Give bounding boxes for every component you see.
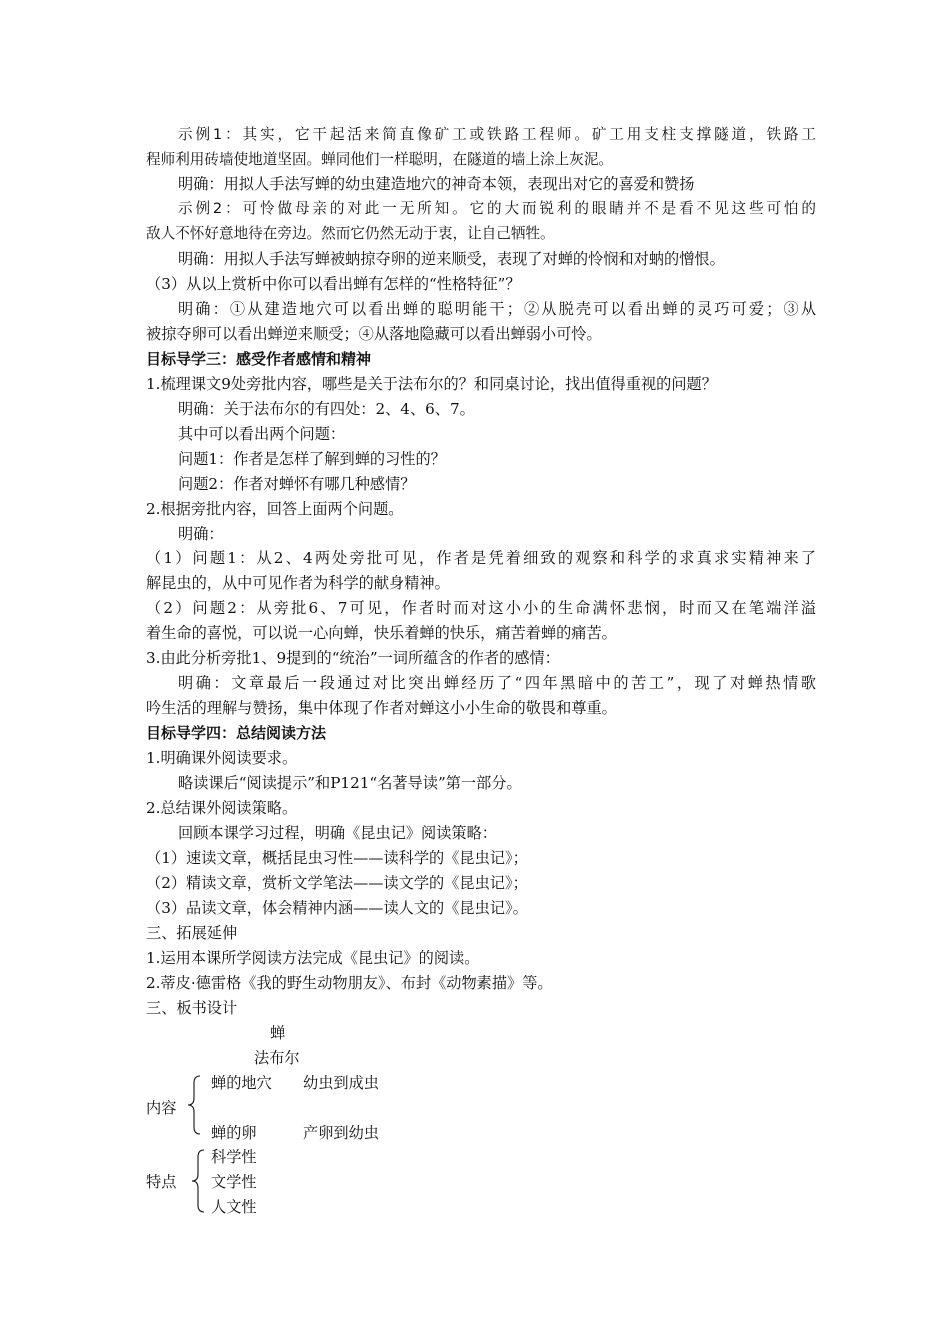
brace-icon — [190, 1148, 208, 1214]
text-line: 3.由此分析旁批1、9提到的“统治”一词所蕴含的作者的感情： — [146, 649, 560, 667]
text-line: （3）品读文章，体会精神内涵——读人文的《昆虫记》。 — [146, 899, 528, 917]
text-line: 示例1：其实，它干起活来简直像矿工或铁路工程师。矿工用支柱支撑隧道，铁路工 — [178, 126, 816, 143]
text-line: 敌人不怀好意地待在旁边。然而它仍然无动于衷，让自己牺牲。 — [146, 225, 555, 242]
text-line: 明确：关于法布尔的有四处：2、4、6、7。 — [178, 400, 475, 418]
text-line: 1.梳理课文9处旁批内容，哪些是关于法布尔的？和同桌讨论，找出值得重视的问题？ — [146, 375, 717, 393]
text-line: 被掠夺卵可以看出蝉逆来顺受；④从落地隐藏可以看出蝉弱小可怜。 — [146, 325, 602, 343]
text-line: 问题1：作者是怎样了解到蝉的习性的？ — [178, 450, 446, 468]
board-feature-item: 人文性 — [211, 1198, 257, 1216]
text-line: 解昆虫的，从中可见作者为科学的献身精神。 — [146, 574, 450, 592]
board-row1-left: 蝉的地穴 — [211, 1074, 272, 1092]
text-line: 略读课后“阅读提示”和P121“名著导读”第一部分。 — [178, 774, 522, 792]
text-line: 2.总结课外阅读策略。 — [146, 799, 298, 817]
text-line: 1.运用本课所学阅读方法完成《昆虫记》的阅读。 — [146, 949, 480, 967]
text-line: 1.明确课外阅读要求。 — [146, 749, 298, 767]
text-line: （3）从以上赏析中你可以看出蝉有怎样的“性格特征”？ — [146, 275, 521, 293]
board-feature-label: 特点 — [146, 1173, 177, 1191]
section-heading: 目标导学四：总结阅读方法 — [146, 724, 327, 742]
text-line: （2）问题2：从旁批6、7可见，作者时而对这小小的生命满怀悲悯，时而又在笔端洋溢 — [146, 599, 816, 617]
board-content-label: 内容 — [146, 1099, 177, 1117]
board-title: 蝉 — [270, 1024, 286, 1042]
text-line: 2.蒂皮·德雷格《我的野生动物朋友》、布封《动物素描》等。 — [146, 974, 553, 992]
section-heading: 目标导学三：感受作者感情和精神 — [146, 350, 372, 368]
text-line: 明确：①从建造地穴可以看出蝉的聪明能干；②从脱壳可以看出蝉的灵巧可爱；③从 — [178, 300, 816, 318]
board-row1-right: 幼虫到成虫 — [303, 1074, 379, 1092]
text-line: 问题2：作者对蝉怀有哪几种感情？ — [178, 475, 416, 493]
section-heading: 三、板书设计 — [146, 999, 238, 1017]
text-line: 明确：文章最后一段通过对比突出蝉经历了“四年黑暗中的苦工”，现了对蝉热情歌 — [178, 674, 816, 692]
text-line: （1）速读文章，概括昆虫习性——读科学的《昆虫记》； — [146, 849, 528, 867]
text-line: 2.根据旁批内容，回答上面两个问题。 — [146, 500, 404, 518]
text-line: 示例2：可怜做母亲的对此一无所知。它的大而锐利的眼睛并不是看不见这些可怕的 — [178, 200, 816, 217]
board-row2-right: 产卵到幼虫 — [303, 1124, 379, 1142]
text-line: （2）精读文章，赏析文学笔法——读文学的《昆虫记》； — [146, 874, 528, 892]
text-line: 回顾本课学习过程，明确《昆虫记》阅读策略： — [178, 824, 497, 842]
text-line: 明确： — [178, 525, 224, 543]
board-feature-item: 文学性 — [211, 1173, 257, 1191]
brace-icon — [186, 1074, 204, 1136]
text-line: 明确：用拟人手法写蝉被蚋掠夺卵的逆来顺受，表现了对蝉的怜悯和对蚋的憎恨。 — [178, 250, 725, 268]
board-subtitle: 法布尔 — [254, 1049, 300, 1067]
text-line: 其中可以看出两个问题： — [178, 425, 346, 443]
text-line: 明确：用拟人手法写蝉的幼虫建造地穴的神奇本领，表现出对它的喜爱和赞扬 — [178, 175, 695, 193]
text-line: 着生命的喜悦，可以说一心向蝉，快乐着蝉的快乐，痛苦着蝉的痛苦。 — [146, 624, 617, 642]
text-line: （1）问题1：从2、4两处旁批可见，作者是凭着细致的观察和科学的求真求实精神来了 — [146, 549, 816, 567]
section-heading: 三、拓展延伸 — [146, 924, 238, 942]
text-line: 吟生活的理解与赞扬，集中体现了作者对蝉这小小生命的敬畏和尊重。 — [146, 699, 617, 717]
board-feature-item: 科学性 — [211, 1148, 257, 1166]
text-line: 程师利用砖墙使地道坚固。蝉同他们一样聪明，在隧道的墙上涂上灰泥。 — [146, 151, 614, 168]
board-row2-left: 蝉的卵 — [211, 1124, 257, 1142]
